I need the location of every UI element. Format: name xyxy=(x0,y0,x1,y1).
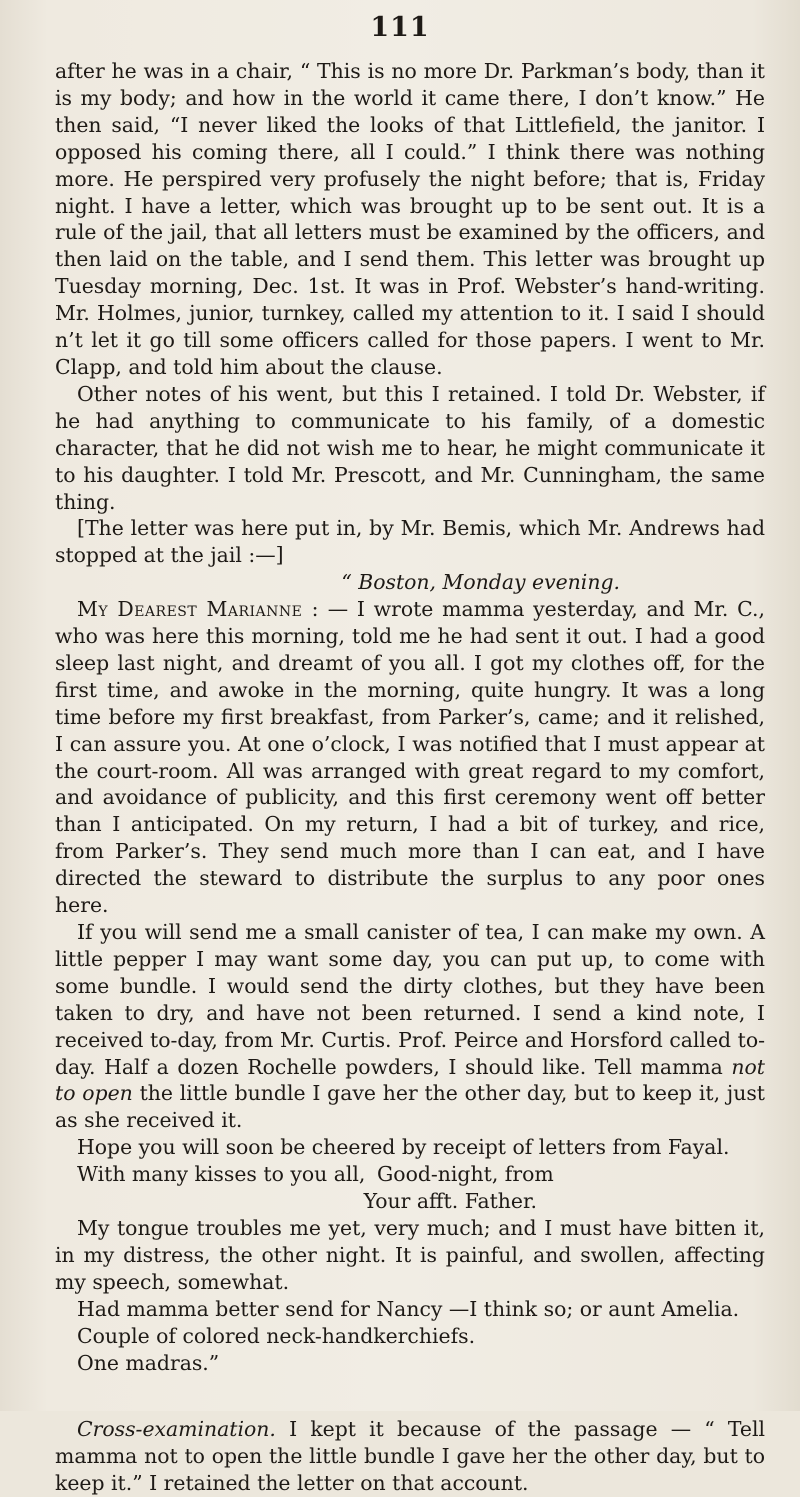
cross-examination-text: I kept it because of the passage — “ Tell mamma not to open the little bundle I gave her the other day, but to keep it.” I retained the letter on that account. xyxy=(55,1417,765,1496)
paragraph-other-notes: Other notes of his went, but this I retained. I told Dr. Webster, if he had anything to communicate to his family, of a domestic character, that he did not wish me to hear, he might communicate it to his daughter. I told Mr. Prescott, and Mr. Cunningham, the same thing. xyxy=(55,381,765,514)
page-body xyxy=(55,58,765,1497)
letter-salutation: My Dearest Marianne : xyxy=(77,597,319,622)
paragraph-letter-opening xyxy=(55,596,765,919)
paragraph-postscript-nancy: Had mamma better send for Nancy —I think so; or aunt Amelia. xyxy=(77,1296,740,1321)
letter-dateline: “ Boston, Monday evening. xyxy=(341,570,620,595)
letter-signature: Your afft. Father. xyxy=(363,1189,537,1214)
page-number: 111 xyxy=(370,12,430,43)
paragraph-testimony: after he was in a chair, “ This is no more Dr. Parkman’s body, than it is my body; and how in the world it came there, I don’t know.” He then said, “I never liked the looks of that Littlefield, the janitor. I opposed his coming there, all I could.” I think there was nothing more. He perspired very profusely the night before; that is, Friday night. I have a letter, which was brought up to be sent out. It is a rule of the jail, that all letters must be examined by the officers, and then laid on the table, and I send them. This letter was brought up Tuesday morning, Dec. 1st. It was in Prof. Webster’s hand-writing. Mr. Holmes, junior, turnkey, called my attention to it. I said I should n’t let it go till some officers called for those papers. I went to Mr. Clapp, and told him about the clause. xyxy=(55,59,765,379)
paragraph-postscript-handkerchiefs: Couple of colored neck-handkerchiefs. xyxy=(77,1323,476,1348)
letter-closing-left: With many kisses to you all, xyxy=(77,1162,366,1187)
paragraph-cross-examination xyxy=(55,1416,765,1497)
cross-examination-label: Cross-examination. xyxy=(77,1417,276,1442)
paragraph-postscript-madras: One madras.” xyxy=(77,1350,220,1375)
paragraph-letter-hope: Hope you will soon be cheered by receipt of letters from Fayal. xyxy=(77,1135,730,1160)
paragraph-letter-requests xyxy=(55,919,765,1134)
letter-opening-text: — I wrote mamma yesterday, and Mr. C., who was here this morning, told me he had sent it out. I had a good sleep last night, and dreamt of you all. I got my clothes off, for the first time, and awoke in the morning, quite hungry. It was a long time before my first breakfast, from Parker’s, came; and it relished, I can assure you. At one o’clock, I was notified that I must appear at the court-room. All was arranged with great regard to my comfort, and avoidance of publicity, and this first ceremony went off better than I anticipated. On my return, I had a bit of turkey, and rice, from Parker’s. They send much more than I can eat, and I have directed the steward to distribute the surplus to any poor ones here. xyxy=(55,597,765,918)
letter-requests-start: If you will send me a small canister of tea, I can make my own. A little pepper I may want some day, you can put up, to come with some bundle. I would send the dirty clothes, but they have been taken to dry, and have not been returned. I send a kind note, I received to-day, from Mr. Curtis. Prof. Peirce and Horsford called to-day. Half a dozen Rochelle powders, I should like. Tell mamma xyxy=(55,920,765,1079)
paragraph-postscript-tongue: My tongue troubles me yet, very much; and I must have bitten it, in my distress, the other night. It is painful, and swollen, affecting my speech, somewhat. xyxy=(55,1215,765,1294)
section-gap xyxy=(55,1376,765,1416)
letter-requests-emphasis: not to open xyxy=(55,1054,765,1106)
letter-closing xyxy=(55,1161,765,1188)
paragraph-letter-intro: [The letter was here put in, by Mr. Bemis, which Mr. Andrews had stopped at the jail :—] xyxy=(55,516,765,568)
letter-closing-right: Good-night, from xyxy=(377,1162,554,1187)
letter-requests-end: the little bundle I gave her the other day, but to keep it, just as she received it. xyxy=(55,1081,765,1133)
